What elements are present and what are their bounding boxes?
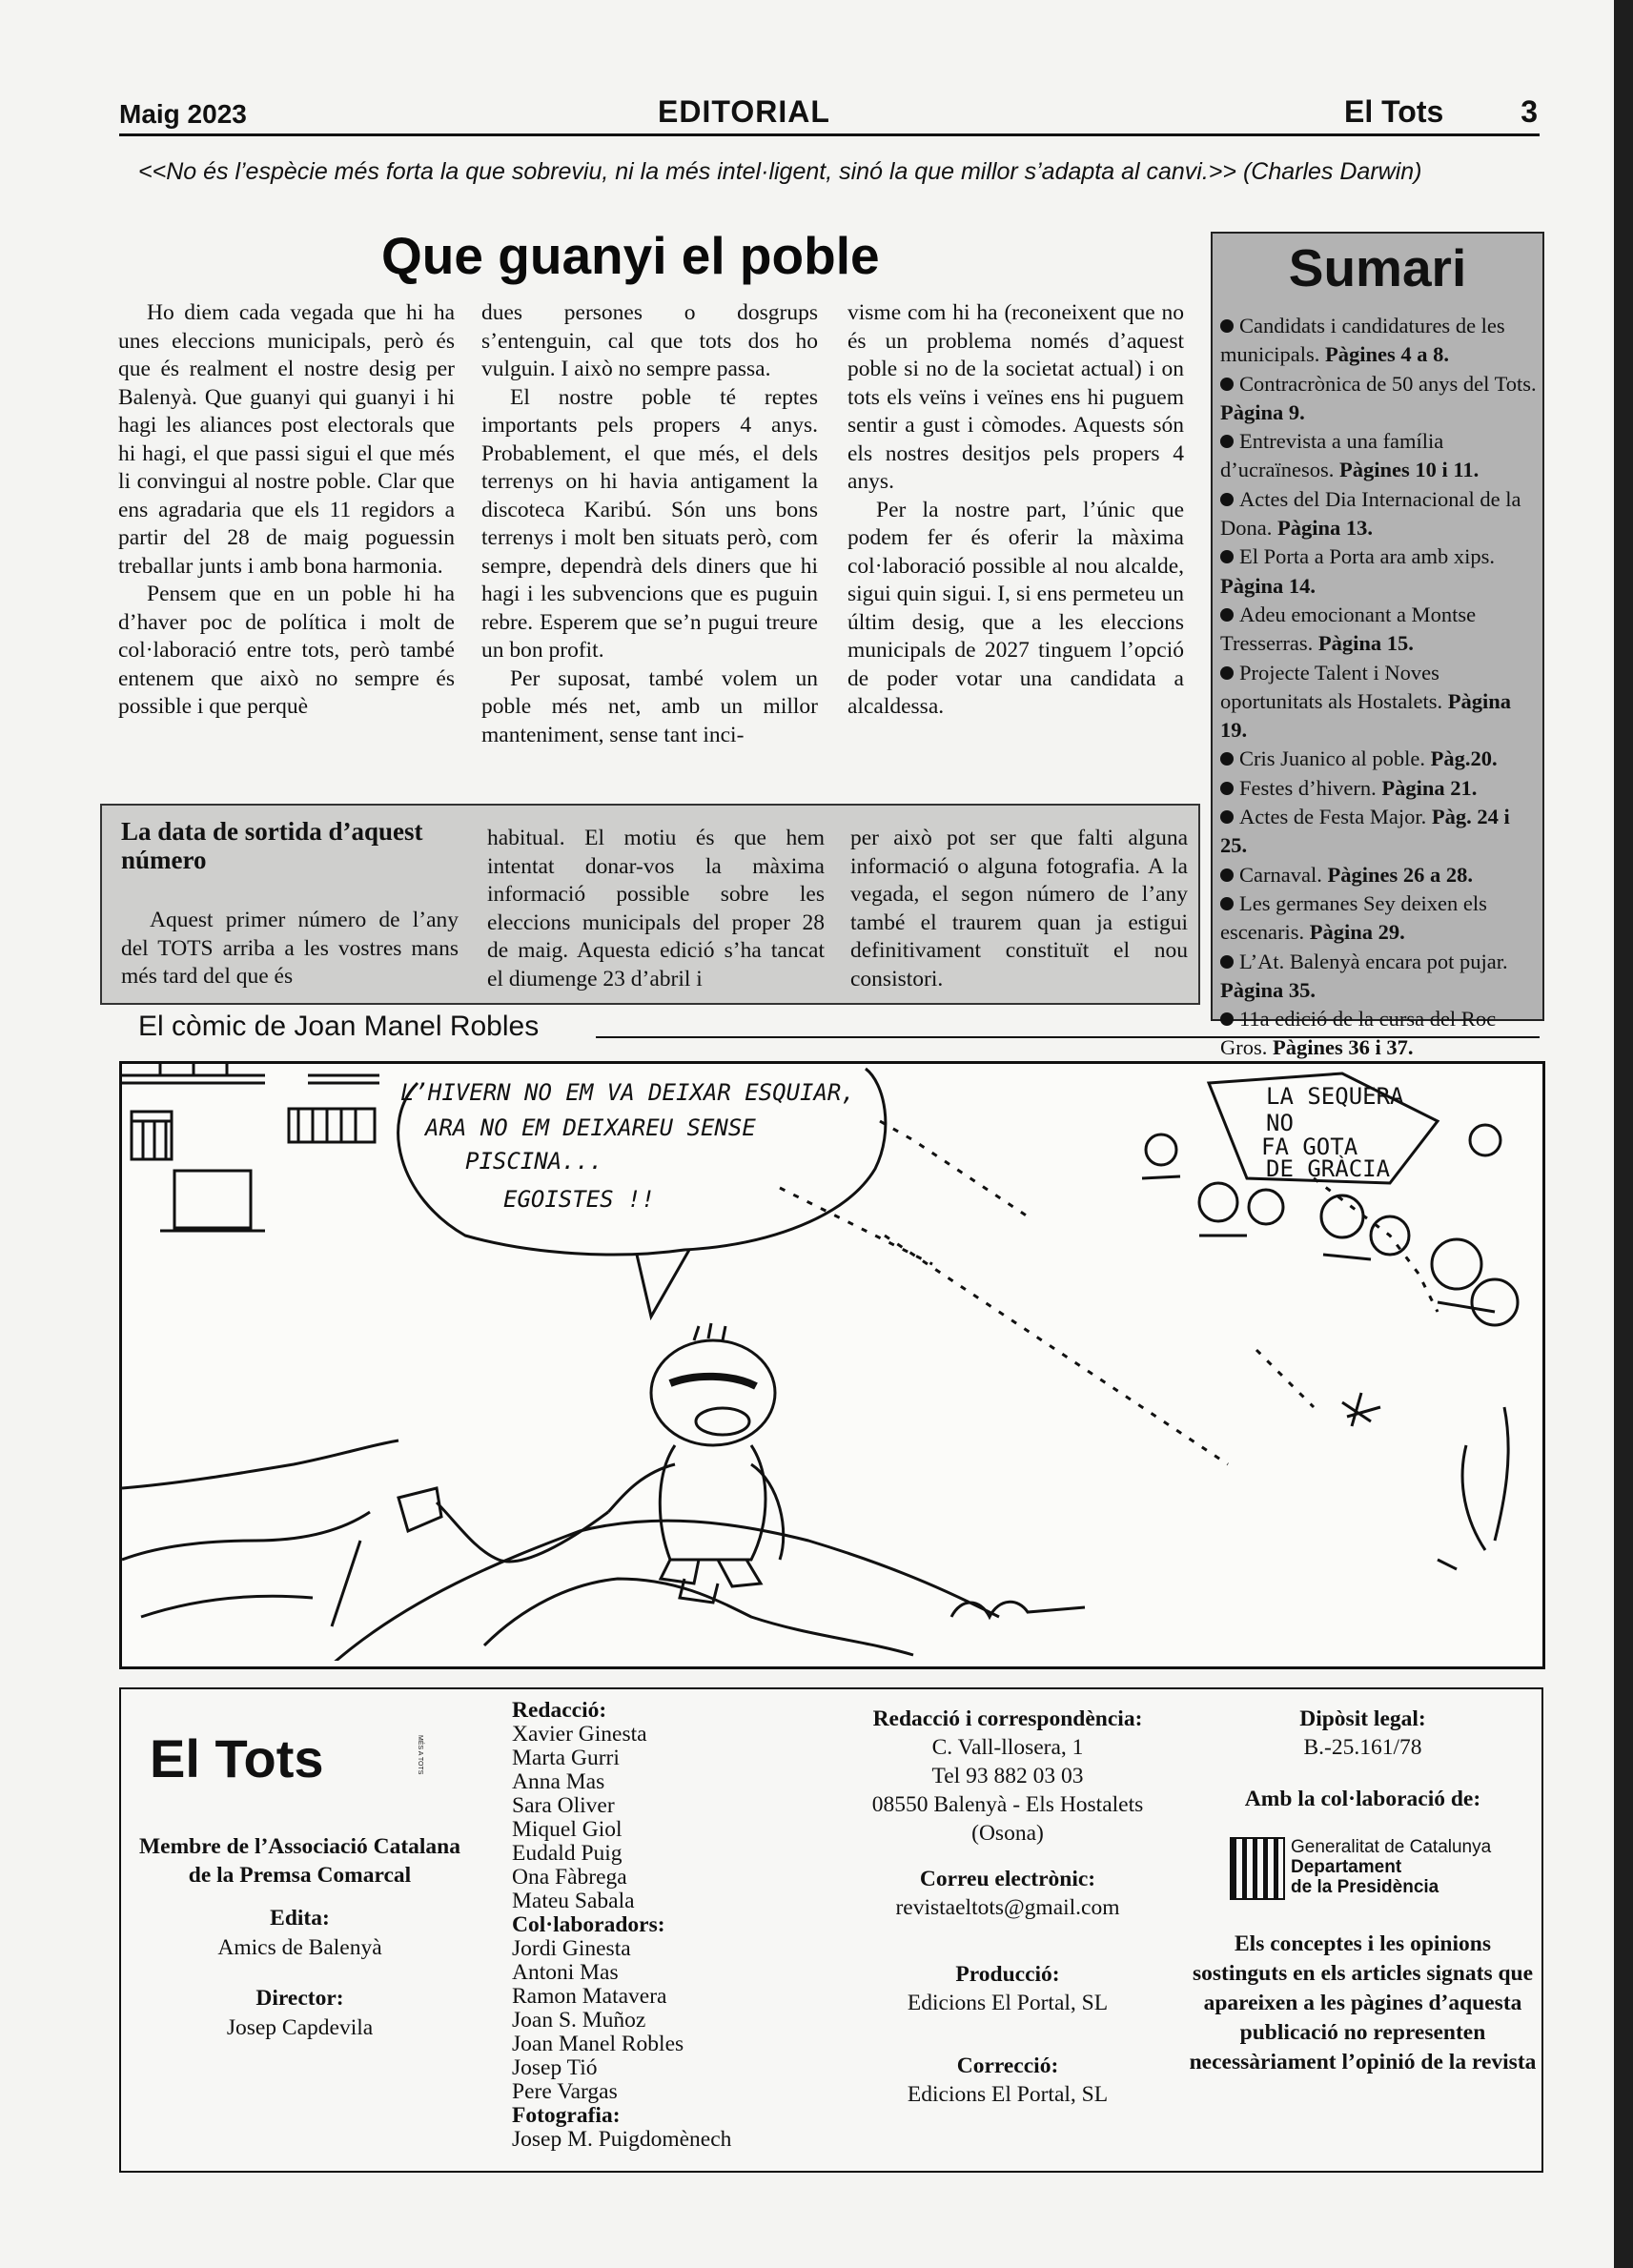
article-column-3 [847, 299, 1184, 722]
article-column-2 [481, 299, 818, 749]
bullet-icon [1220, 435, 1234, 448]
page-header [119, 88, 1540, 136]
notice-title: La data de sortida d’aquest número [121, 817, 423, 874]
staff-name: Xavier Ginesta [512, 1722, 647, 1747]
staff-name: Antoni Mas [512, 1960, 619, 1985]
sign-line: FA GOTA [1261, 1134, 1358, 1160]
speech-line: PISCINA... [465, 1148, 603, 1175]
notice-column-1: Aquest primer número de l’any del TOTS arriba a les vostres mans més tard del que és [121, 908, 459, 989]
speech-line: ARA NO EM DEIXAREU SENSE [425, 1114, 756, 1141]
speech-line: L’HIVERN NO EM VA DEIXAR ESQUIAR, [400, 1079, 855, 1106]
staff-name: Anna Mas [512, 1769, 605, 1794]
speech-line: EGOISTES !! [503, 1186, 655, 1213]
staff-name: Ona Fàbrega [512, 1865, 627, 1890]
bullet-icon [1220, 782, 1234, 795]
article-paragraph: Ho diem cada vegada que hi ha unes eleccions municipals, però és que és realment el nostre desig per Balenyà. Que guanyi qui guanyi i hi hagi les aliances post electorals que hi hagi, el que passi sigui el que més li convingui al nostre poble. Clar que ens agradaria que els 11 regidors a partir del 28 de maig poguessin treballar junts i amb bona harmonia. [118, 300, 455, 579]
bullet-icon [1220, 608, 1234, 622]
staff-name: Miquel Giol [512, 1817, 623, 1842]
bullet-icon [1220, 666, 1234, 680]
correccio-label: Correcció: [956, 2053, 1059, 2078]
sumari-title: Sumari [1288, 238, 1467, 297]
notice-column-3: per això pot ser que falti alguna informació o alguna fotografia. A la vegada, el segon número de l’any també el traurem quan ja estigui definitivament constituït el nou consistori. [850, 826, 1188, 991]
sumari-item: Actes del Dia Internacional de la Dona. Pàgina 13. [1220, 486, 1521, 541]
staff-name: Josep Tió [512, 2055, 598, 2080]
address-line: C. Vall-llosera, 1 [931, 1735, 1084, 1760]
article-paragraph: Pensem que en un poble hi ha d’haver poc de política i molt de col·laboració entre tots, però també entenem que això no sempre és possible i que perquè [118, 582, 455, 719]
sumari-item: L’At. Balenyà encara pot pujar. Pàgina 35. [1220, 949, 1508, 1002]
sign-line: DE GRÀCIA [1266, 1155, 1391, 1182]
generalitat-text: Generalitat de Catalunya Departament de la Presidència [1291, 1837, 1492, 1897]
sumari-box [1211, 232, 1544, 1060]
bullet-icon [1220, 868, 1234, 882]
bullet-icon [1220, 378, 1234, 391]
staff-name: Mateu Sabala [512, 1889, 635, 1913]
email-address[interactable]: revistaeltots@gmail.com [895, 1895, 1120, 1920]
diposit-label: Dipòsit legal: [1299, 1706, 1426, 1731]
article-paragraph: El nostre poble té reptes importants pels propers 4 anys. Probablement, el que més, el dels terrenys on hi havia antigament la discoteca Karibú. Són uns bons terrenys i molt ben situats però, com sempre, dependrà dels diners que hi hagi i les subvencions que es puguin rebre. Esperem que se’n pugui treure un bon profit. [481, 384, 818, 663]
comic-label: El còmic de Joan Manel Robles [138, 1011, 540, 1042]
masthead-box [119, 1687, 1543, 2173]
produccio-label: Producció: [955, 1962, 1060, 1987]
redaccio-column [512, 1699, 798, 2152]
fotografia-label: Fotografia: [512, 2103, 621, 2128]
collaboracio-label: Amb la col·laboració de: [1244, 1787, 1481, 1811]
correspondence-column [827, 1705, 1189, 2109]
address-line: Tel 93 882 03 03 [931, 1764, 1084, 1788]
staff-name: Joan S. Muñoz [512, 2008, 646, 2033]
staff-name: Eudald Puig [512, 1841, 623, 1866]
article-column-1 [118, 299, 455, 722]
sumari-item: Cris Juanico al poble. Pàg.20. [1220, 745, 1537, 773]
sumari-item: Adeu emocionant a Montse Tresserras. Pàgina 15. [1220, 602, 1477, 656]
staff-name: Marta Gurri [512, 1746, 620, 1770]
bullet-icon [1220, 550, 1234, 563]
sumari-list [1220, 312, 1537, 1063]
article-paragraph: Per suposat, també volem un poble més net, amb un millor manteniment, sense tant inci- [481, 665, 818, 747]
staff-name: Sara Oliver [512, 1793, 615, 1818]
diposit-value: B.-25.161/78 [1303, 1735, 1422, 1760]
article-paragraph-continued: dues persones o dosgrups s’entenguin, cal que tots dos ho vulguin. I això no sempre passa. [481, 300, 818, 381]
generalitat-logo [1230, 1835, 1525, 1902]
sumari-item: Entrevista a una família d’ucraïnesos. Pàgines 10 i 11. [1220, 429, 1480, 482]
sumari-item: Contracrònica de 50 anys del Tots. Pàgina 9. [1220, 371, 1537, 424]
sumari-item: Projecte Talent i Noves oportunitats als Hostalets. Pàgina 19. [1220, 660, 1511, 743]
edita-label: Edita: [270, 1906, 330, 1931]
staff-name: Josep M. Puigdomènech [512, 2127, 732, 2152]
section-name: EDITORIAL [658, 94, 830, 129]
publication-name: El Tots [1344, 94, 1444, 129]
email-label: Correu electrònic: [919, 1867, 1096, 1891]
bullet-icon [1220, 955, 1234, 969]
sumari-item: Carnaval. Pàgines 26 a 28. [1220, 861, 1537, 889]
bullet-icon [1220, 493, 1234, 506]
speech-bubble-text [400, 1079, 855, 1213]
logo-tagline: MÉS A TOTS [417, 1735, 423, 1775]
divider [596, 1036, 1540, 1038]
collaboradors-label: Col·laboradors: [512, 1912, 665, 1937]
bullet-icon [1220, 752, 1234, 766]
staff-name: Jordi Ginesta [512, 1936, 631, 1961]
darwin-quote: <<No és l’espècie més forta la que sobreviu, ni la més intel·ligent, sinó la que millor s’adapta al canvi.>> (Charles Darwin) [138, 158, 1422, 185]
redaccio-label: Redacció: [512, 1698, 607, 1723]
bullet-icon [1220, 319, 1234, 333]
sumari-item: Les germanes Sey deixen els escenaris. Pàgina 29. [1220, 890, 1487, 945]
article-title: Que guanyi el poble [381, 226, 880, 285]
comic-strip [119, 1061, 1545, 1669]
correccio-value: Edicions El Portal, SL [907, 2082, 1109, 2107]
bullet-icon [1220, 897, 1234, 910]
article-paragraph: Per la nostre part, l’únic que podem fer és oferir la màxima col·laboració possible al nou alcalde, sigui quin sigui. I, si ens permeteu un últim desig, que a les eleccions municipals de 2027 tinguem l’opció de poder votar una candidata a alcaldessa. [847, 497, 1184, 719]
membership-column [131, 1832, 469, 2040]
el-tots-logo: El Tots [150, 1728, 324, 1788]
address-line: (Osona) [971, 1821, 1044, 1846]
sumari-item: El Porta a Porta ara amb xips. Pàgina 14. [1220, 544, 1496, 598]
staff-name: Pere Vargas [512, 2079, 618, 2104]
release-date-notice [100, 804, 1200, 1005]
correspondencia-label: Redacció i correspondència: [872, 1706, 1143, 1731]
sumari-item: Festes d’hivern. Pàgina 21. [1220, 774, 1537, 803]
comic-drawing [122, 1064, 1537, 1661]
produccio-value: Edicions El Portal, SL [907, 1991, 1109, 2015]
senyera-icon [1230, 1837, 1285, 1900]
sign-line: LA SEQUERA [1266, 1083, 1404, 1110]
page-number: 3 [1521, 94, 1538, 129]
protest-sign-text [1261, 1083, 1404, 1182]
director-label: Director: [255, 1986, 344, 2011]
scan-edge [1614, 0, 1633, 2268]
address-line: 08550 Balenyà - Els Hostalets [871, 1792, 1144, 1817]
sumari-item: Actes de Festa Major. Pàg. 24 i 25. [1220, 805, 1510, 858]
staff-name: Joan Manel Robles [512, 2032, 684, 2056]
sign-line: NO [1266, 1110, 1294, 1136]
bullet-icon [1220, 810, 1234, 824]
bullet-icon [1220, 1012, 1234, 1026]
edita-value: Amics de Balenyà [217, 1935, 382, 1960]
membership-text: Membre de l’Associació Catalana de la Premsa Comarcal [139, 1834, 460, 1888]
issue-date: Maig 2023 [119, 99, 247, 129]
staff-name: Ramon Matavera [512, 1984, 667, 2009]
sumari-item: 11a edició de la cursa del Roc Gros. Pàgines 36 i 37. [1220, 1007, 1497, 1060]
article-paragraph-continued: visme com hi ha (reconeixent que no és un problema només d’aquest poble si no de la societat actual) i on tots els veïns i veïnes ens hi puguem sentir a gust i còmodes. Aquests són els nostres desitjos pels propers 4 anys. [847, 300, 1184, 494]
director-value: Josep Capdevila [226, 2015, 374, 2040]
disclaimer-text: Els conceptes i les opinions sostinguts en els articles signats que apareixen a les pàgines d’aquesta publicació no representen necessàriament l’opinió de la revista [1189, 1931, 1537, 2074]
notice-column-2: habitual. El motiu és que hem intentat donar-vos la màxima informació possible sobre les eleccions municipals del proper 28 de maig. Aquesta edició s’ha tancat el diumenge 23 d’abril i [487, 826, 825, 991]
sumari-item: Candidats i candidatures de les municipals. Pàgines 4 a 8. [1220, 314, 1505, 367]
